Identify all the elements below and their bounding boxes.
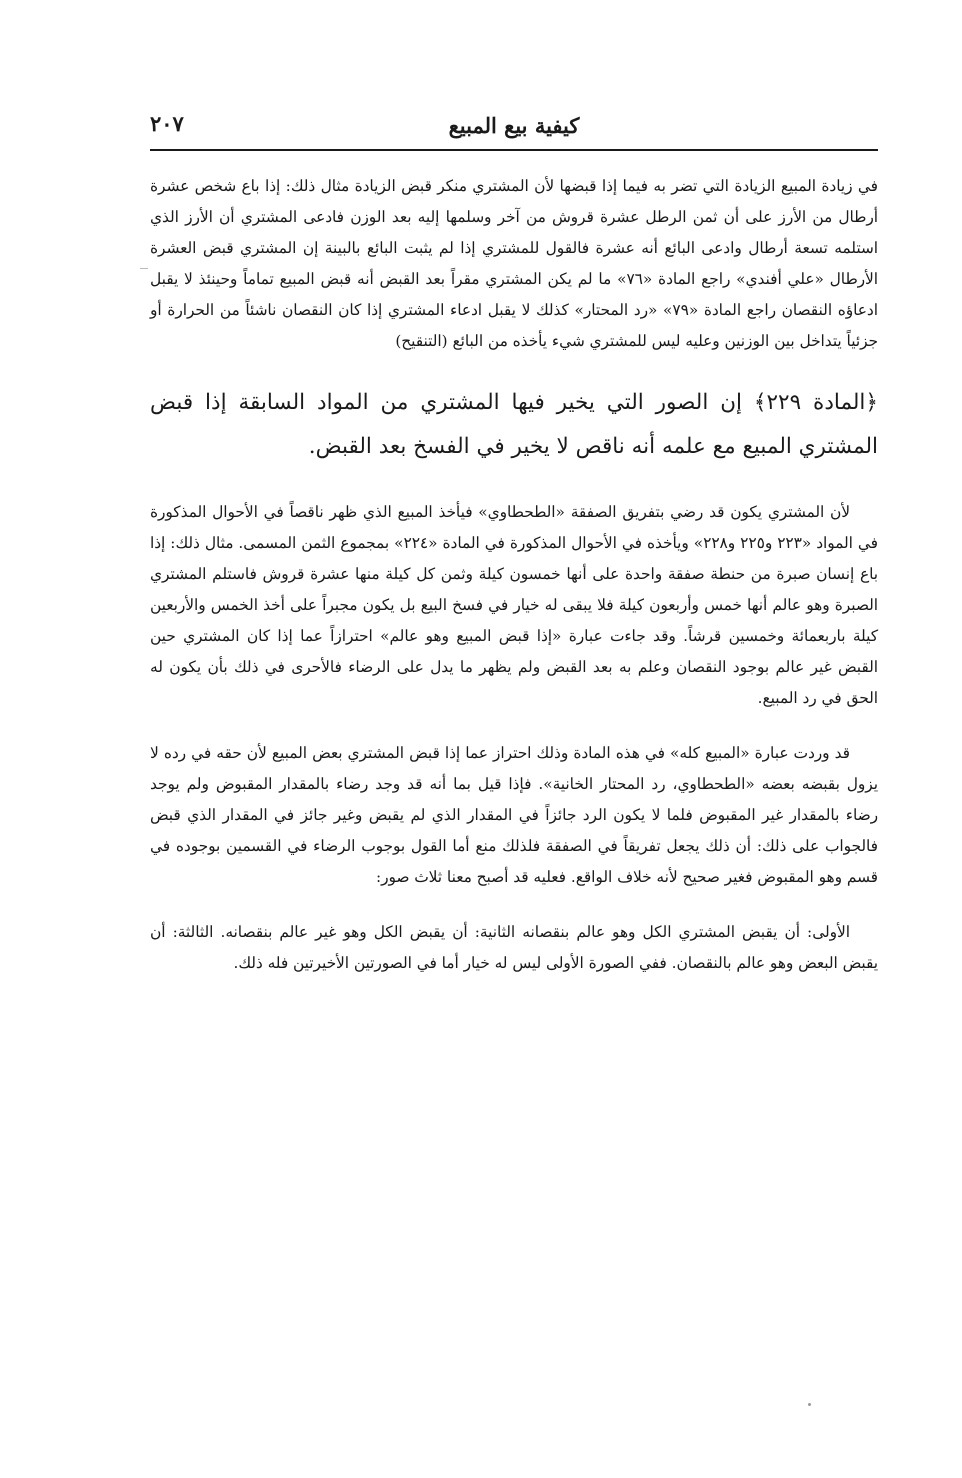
- paragraph-whole-sale: قد وردت عبارة «المبيع كله» في هذه المادة وذلك احتراز عما إذا قبض المشتري بعض المبيع لأن حقه في رده لا يزول بقبضه بعضه «الطحطاوي، رد المحتار الخانية». فإذا قيل بما أنه قد وجد رضاء بالمقدار المقبوض ولم يوجد رضاء بالمقدار غير المقبوض فلما لا يكون الرد جائزاً في المقدار الذي لم يقبض وغير جائز في المقدار الذي قبض فالجواب على ذلك: أن ذلك يجعل تفريقاً في الصفقة فلذلك منع أما القول بوجوب الرضاء في القسمين بوجوده في قسم وهو المقبوض فغير صحيح لأنه خلاف الواقع. فعليه قد أصبح معنا ثلاث صور:: [150, 744, 878, 886]
- scan-edge-mark: [140, 268, 148, 269]
- book-page: [150, 105, 878, 1003]
- paragraph-explanation: لأن المشتري يكون قد رضي بتفريق الصفقة «الطحطاوي» فيأخذ المبيع الذي ظهر ناقصاً في الأحوال المذكورة في المواد «٢٢٣ و٢٢٥ و٢٢٨» ويأخذه في الأحوال المذكورة في المادة «٢٢٤» بمجموع الثمن المسمى. مثال ذلك: إذا باع إنسان صبرة من حنطة صفقة واحدة على أنها خمسون كيلة وثمن كل كيلة منها عشرة قروش فاستلم المشتري الصبرة وهو عالم أنها خمس وأربعون كيلة فلا يبقى له خيار في فسخ البيع بل يكون مجبراً على أخذ الخمس والأربعين كيلة باربعمائة وخمسين قرشاً. وقد جاءت عبارة «إذا قبض المبيع وهو عالم» احترازاً عما إذا كان المشتري حين القبض غير عالم بوجود النقصان وعلم به بعد القبض ولم يظهر ما يدل على الرضاء فالأحرى في ذلك بأن يكون له الحق في رد المبيع.: [150, 503, 878, 707]
- article-229-text: ﴿المادة ٢٢٩﴾ إن الصور التي يخير فيها المشتري من المواد السابقة إذا قبض المشتري المبيع مع علمه أنه ناقص لا يخير في الفسخ بعد القبض.: [150, 390, 878, 459]
- paragraph-continuation: في زيادة المبيع الزيادة التي تضر به فيما إذا قبضها لأن المشتري منكر قبض الزيادة مثال ذلك: إذا باع شخص عشرة أرطال من الأرز على أن ثمن الرطل عشرة قروش من آخر وسلمها إليه بعد الوزن فادعى المشتري أن الأرز الذي استلمه تسعة أرطال وادعى البائع أنه عشرة فالقول للمشتري إذا لم يثبت البائع بالبينة إن المشتري قبض العشرة الأرطال «علي أفندي» راجع المادة «٧٦» ما لم يكن المشتري مقراً بعد القبض أنه قبض المبيع تماماً وحينئذ لا يقبل ادعاؤه النقصان راجع المادة «٧٩» «رد المحتار» كذلك لا يقبل ادعاء المشتري إذا كان النقصان ناشئاً من الحرارة أو جزئياً يتداخل بين الوزنين وعليه ليس للمشتري شيء يأخذه من البائع (التنقيح): [150, 177, 878, 350]
- page-title: كيفية بيع المبيع: [448, 113, 580, 138]
- page-body: [150, 171, 878, 979]
- running-header: [150, 105, 878, 151]
- paragraph-three-cases: الأولى: أن يقبض المشتري الكل وهو عالم بنقصانه الثانية: أن يقبض الكل وهو غير عالم بنقصانه. الثالثة: أن يقبض البعض وهو عالم بالنقصان. ففي الصورة الأولى ليس له خيار أما في الصورتين الأخيرتين فله ذلك.: [150, 923, 878, 972]
- scan-speck: [808, 1403, 811, 1406]
- page-number: ٢٠٧: [150, 111, 184, 136]
